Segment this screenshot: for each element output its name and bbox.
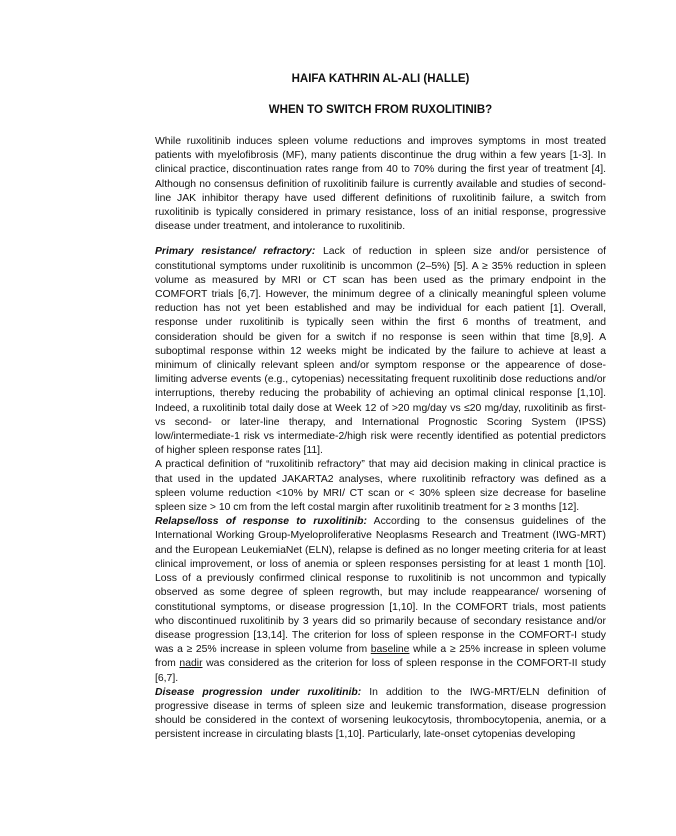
author-heading: HAIFA KATHRIN AL-ALI (HALLE) xyxy=(291,73,470,85)
relapse-text-c: was considered as the criterion for loss of spleen response in the COMFORT-II study [6,7]. xyxy=(155,658,607,684)
disease-progression-paragraph xyxy=(155,686,606,743)
document-body xyxy=(155,135,606,743)
disease-progression-heading: Disease progression under ruxolitinib: xyxy=(155,686,362,698)
relapse-heading: Relapse/loss of response to ruxolitinib: xyxy=(155,516,367,528)
intro-paragraph: While ruxolitinib induces spleen volume reductions and improves symptoms in most treated patients with myelofibrosis (MF), many patients discontinue the drug within a few years [1-3]. In clinical practice, discontinuation rates range from 40 to 70% during the first year of treatment [4]. Although no consensus definition of ruxolitinib failure is currently available and studies of second-line JAK inhibitor therapy have used different definitions of ruxolitinib failure, a switch from ruxolitinib is typically considered in primary resistance, loss of an initial response, progressive disease under treatment, and intolerance to ruxolitinib. xyxy=(155,136,606,233)
baseline-underlined: baseline xyxy=(370,644,410,656)
relapse-text-a: According to the consensus guidelines of the International Working Group-Myeloproliferative Neoplasms Research and Treatment (IWG-MRT) and the European LeukemiaNet (ELN), relapse is defined as no longer meeting criteria for at least clinical improvement, or loss of anemia or spleen responses persisting for at least 1 month [10]. Loss of a previously confirmed clinical response to ruxolitinib is not uncommon and typically observed as some degree of spleen regrowth, but may include reappearance/ worsening of constitutional symptoms, or disease progression [1,10]. In the COMFORT trials, most patients who discontinued ruxolitinib by 3 years did so primarily because of secondary resistance and/or disease progression [13,14]. The criterion for loss of spleen response in the COMFORT-I study was a ≥ 25% increase in spleen volume from xyxy=(155,516,607,656)
refractory-definition-paragraph: A practical definition of “ruxolitinib refractory” that may aid decision making in clinical practice is that used in the updated JAKARTA2 analyses, where ruxolitinib refractory was defined as a spleen volume reduction <10% by MRI/ CT scan or < 30% spleen size decrease for baseline spleen size > 10 cm from the left costal margin after ruxolitinib treatment for ≥ 3 months [12]. xyxy=(155,459,606,514)
relapse-paragraph xyxy=(155,515,606,685)
nadir-underlined: nadir xyxy=(179,658,203,670)
disease-progression-text: In addition to the IWG-MRT/ELN definition of progressive disease in terms of spleen size and leukemic transformation, disease progression should be considered in the context of worsening leukocytosis, thrombocytopenia, anemia, or a persistent increase in circulating blasts [1,10]. Particularly, late-onset cytopenias developing xyxy=(155,686,606,741)
primary-resistance-heading: Primary resistance/ refractory: xyxy=(155,246,316,258)
primary-resistance-text: Lack of reduction in spleen size and/or persistence of constitutional symptoms under ruxolitinib is uncommon (2–5%) [5]. A ≥ 35% reduction in spleen volume as measured by MRI or CT scan has been used as the primary endpoint in the COMFORT trials [6,7]. However, the minimum degree of a clinically meaningful spleen volume reduction has not yet been established and may be individual for each patient [1]. Overall, response under ruxolitinib is typically seen within the first 6 months of treatment, and consideration should be given for a switch if no response is seen within that time [8,9]. A suboptimal response within 12 weeks might be indicated by the failure to achieve at least a minimum of clinically relevant spleen and/or symptom response or the appearence of dose-limiting adverse events (e.g., cytopenias) necessitating frequent ruxolitinib dose reductions and/or interruptions, thereby reducing the probability of achieving an optimal clinical response [1,10]. Indeed, a ruxolitinib total daily dose at Week 12 of >20 mg/day vs ≤20 mg/day, ruxolitinib as first- vs second- or later-line therapy, and International Prognostic Scoring System (IPSS) low/intermediate-1 risk vs intermediate-2/high risk were recently identified as potential predictors of higher spleen response rates [11]. xyxy=(155,246,607,457)
document-title: WHEN TO SWITCH FROM RUXOLITINIB? xyxy=(268,104,493,116)
relapse-text-b: while a ≥ 25% increase in spleen volume from xyxy=(155,644,606,670)
primary-resistance-paragraph xyxy=(155,245,606,458)
document-page xyxy=(155,72,606,743)
